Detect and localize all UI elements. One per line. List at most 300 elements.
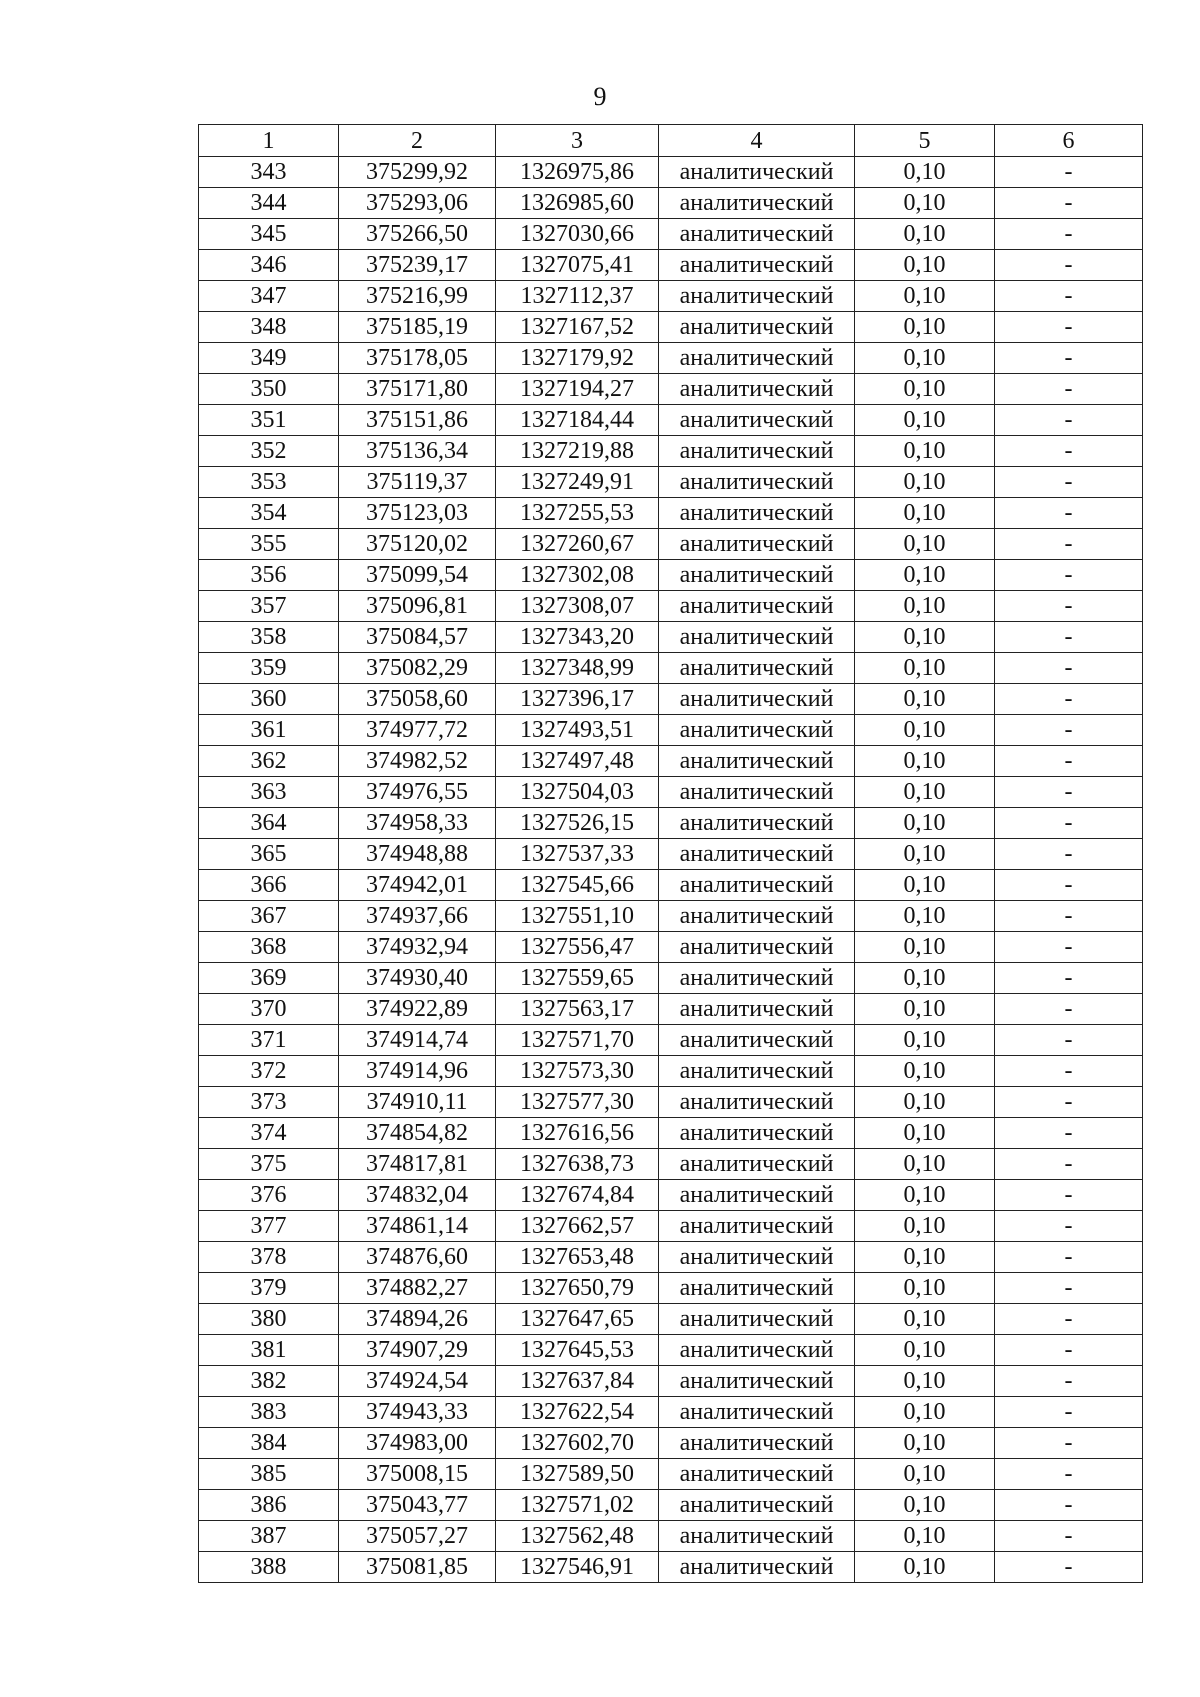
x-coordinate-cell: 374937,66 (339, 901, 496, 932)
y-coordinate-cell: 1327179,92 (496, 343, 659, 374)
notes-cell: - (995, 1335, 1143, 1366)
y-coordinate-cell: 1327497,48 (496, 746, 659, 777)
method-cell: аналитический (659, 932, 855, 963)
table-row (199, 281, 1143, 312)
point-number-cell: 381 (199, 1335, 339, 1366)
accuracy-cell: 0,10 (855, 1428, 995, 1459)
notes-cell: - (995, 653, 1143, 684)
point-number-cell: 348 (199, 312, 339, 343)
accuracy-cell: 0,10 (855, 1335, 995, 1366)
accuracy-cell: 0,10 (855, 343, 995, 374)
method-cell: аналитический (659, 529, 855, 560)
point-number-cell: 358 (199, 622, 339, 653)
point-number-cell: 343 (199, 157, 339, 188)
notes-cell: - (995, 1490, 1143, 1521)
y-coordinate-cell: 1327255,53 (496, 498, 659, 529)
accuracy-cell: 0,10 (855, 157, 995, 188)
table-row (199, 746, 1143, 777)
method-cell: аналитический (659, 1025, 855, 1056)
method-cell: аналитический (659, 1366, 855, 1397)
table-row (199, 498, 1143, 529)
x-coordinate-cell: 375185,19 (339, 312, 496, 343)
y-coordinate-cell: 1327622,54 (496, 1397, 659, 1428)
table-row (199, 963, 1143, 994)
x-coordinate-cell: 375057,27 (339, 1521, 496, 1552)
y-coordinate-cell: 1327650,79 (496, 1273, 659, 1304)
point-number-cell: 387 (199, 1521, 339, 1552)
method-cell: аналитический (659, 405, 855, 436)
table-row (199, 1180, 1143, 1211)
table-row (199, 777, 1143, 808)
notes-cell: - (995, 1242, 1143, 1273)
x-coordinate-cell: 374958,33 (339, 808, 496, 839)
accuracy-cell: 0,10 (855, 870, 995, 901)
point-number-cell: 361 (199, 715, 339, 746)
x-coordinate-cell: 375120,02 (339, 529, 496, 560)
table-row (199, 1273, 1143, 1304)
point-number-cell: 346 (199, 250, 339, 281)
table-row (199, 1366, 1143, 1397)
table-row (199, 591, 1143, 622)
notes-cell: - (995, 684, 1143, 715)
point-number-cell: 364 (199, 808, 339, 839)
method-cell: аналитический (659, 1118, 855, 1149)
notes-cell: - (995, 870, 1143, 901)
accuracy-cell: 0,10 (855, 1180, 995, 1211)
point-number-cell: 354 (199, 498, 339, 529)
accuracy-cell: 0,10 (855, 1025, 995, 1056)
x-coordinate-cell: 374976,55 (339, 777, 496, 808)
method-cell: аналитический (659, 467, 855, 498)
table-row (199, 560, 1143, 591)
accuracy-cell: 0,10 (855, 467, 995, 498)
x-coordinate-cell: 374817,81 (339, 1149, 496, 1180)
y-coordinate-cell: 1327662,57 (496, 1211, 659, 1242)
y-coordinate-cell: 1327573,30 (496, 1056, 659, 1087)
y-coordinate-cell: 1326975,86 (496, 157, 659, 188)
table-row (199, 343, 1143, 374)
point-number-cell: 372 (199, 1056, 339, 1087)
y-coordinate-cell: 1327526,15 (496, 808, 659, 839)
method-cell: аналитический (659, 839, 855, 870)
notes-cell: - (995, 157, 1143, 188)
notes-cell: - (995, 188, 1143, 219)
method-cell: аналитический (659, 312, 855, 343)
table-row (199, 1490, 1143, 1521)
accuracy-cell: 0,10 (855, 746, 995, 777)
y-coordinate-cell: 1327184,44 (496, 405, 659, 436)
y-coordinate-cell: 1327638,73 (496, 1149, 659, 1180)
point-number-cell: 357 (199, 591, 339, 622)
x-coordinate-cell: 375082,29 (339, 653, 496, 684)
method-cell: аналитический (659, 281, 855, 312)
table-row (199, 994, 1143, 1025)
notes-cell: - (995, 1459, 1143, 1490)
y-coordinate-cell: 1326985,60 (496, 188, 659, 219)
x-coordinate-cell: 375299,92 (339, 157, 496, 188)
y-coordinate-cell: 1327571,02 (496, 1490, 659, 1521)
y-coordinate-cell: 1327647,65 (496, 1304, 659, 1335)
notes-cell: - (995, 1025, 1143, 1056)
table-row (199, 436, 1143, 467)
header-cell-6: 6 (995, 125, 1143, 157)
table-row (199, 622, 1143, 653)
table-row (199, 1397, 1143, 1428)
y-coordinate-cell: 1327260,67 (496, 529, 659, 560)
x-coordinate-cell: 375123,03 (339, 498, 496, 529)
notes-cell: - (995, 1428, 1143, 1459)
accuracy-cell: 0,10 (855, 653, 995, 684)
x-coordinate-cell: 374977,72 (339, 715, 496, 746)
accuracy-cell: 0,10 (855, 963, 995, 994)
x-coordinate-cell: 374854,82 (339, 1118, 496, 1149)
method-cell: аналитический (659, 746, 855, 777)
method-cell: аналитический (659, 157, 855, 188)
method-cell: аналитический (659, 436, 855, 467)
table-row (199, 870, 1143, 901)
y-coordinate-cell: 1327030,66 (496, 219, 659, 250)
method-cell: аналитический (659, 1242, 855, 1273)
table-row (199, 839, 1143, 870)
table-row (199, 374, 1143, 405)
table-row (199, 157, 1143, 188)
table-row (199, 932, 1143, 963)
method-cell: аналитический (659, 343, 855, 374)
accuracy-cell: 0,10 (855, 436, 995, 467)
y-coordinate-cell: 1327645,53 (496, 1335, 659, 1366)
point-number-cell: 347 (199, 281, 339, 312)
y-coordinate-cell: 1327302,08 (496, 560, 659, 591)
notes-cell: - (995, 1149, 1143, 1180)
y-coordinate-cell: 1327308,07 (496, 591, 659, 622)
table-body (199, 157, 1143, 1583)
notes-cell: - (995, 250, 1143, 281)
x-coordinate-cell: 375099,54 (339, 560, 496, 591)
x-coordinate-cell: 375178,05 (339, 343, 496, 374)
point-number-cell: 378 (199, 1242, 339, 1273)
notes-cell: - (995, 808, 1143, 839)
x-coordinate-cell: 375008,15 (339, 1459, 496, 1490)
y-coordinate-cell: 1327546,91 (496, 1552, 659, 1583)
table-row (199, 1025, 1143, 1056)
method-cell: аналитический (659, 374, 855, 405)
notes-cell: - (995, 436, 1143, 467)
method-cell: аналитический (659, 219, 855, 250)
notes-cell: - (995, 715, 1143, 746)
notes-cell: - (995, 994, 1143, 1025)
y-coordinate-cell: 1327396,17 (496, 684, 659, 715)
method-cell: аналитический (659, 653, 855, 684)
table-row (199, 1087, 1143, 1118)
accuracy-cell: 0,10 (855, 684, 995, 715)
table-row (199, 188, 1143, 219)
notes-cell: - (995, 1397, 1143, 1428)
x-coordinate-cell: 375136,34 (339, 436, 496, 467)
method-cell: аналитический (659, 1087, 855, 1118)
x-coordinate-cell: 375293,06 (339, 188, 496, 219)
notes-cell: - (995, 591, 1143, 622)
point-number-cell: 369 (199, 963, 339, 994)
point-number-cell: 353 (199, 467, 339, 498)
notes-cell: - (995, 281, 1143, 312)
accuracy-cell: 0,10 (855, 1118, 995, 1149)
method-cell: аналитический (659, 1459, 855, 1490)
notes-cell: - (995, 1304, 1143, 1335)
header-row (199, 125, 1143, 157)
y-coordinate-cell: 1327075,41 (496, 250, 659, 281)
x-coordinate-cell: 375266,50 (339, 219, 496, 250)
point-number-cell: 384 (199, 1428, 339, 1459)
table-row (199, 1242, 1143, 1273)
point-number-cell: 382 (199, 1366, 339, 1397)
table-row (199, 1304, 1143, 1335)
table-row (199, 1459, 1143, 1490)
method-cell: аналитический (659, 560, 855, 591)
method-cell: аналитический (659, 1273, 855, 1304)
accuracy-cell: 0,10 (855, 498, 995, 529)
x-coordinate-cell: 375084,57 (339, 622, 496, 653)
method-cell: аналитический (659, 1397, 855, 1428)
table-header (199, 125, 1143, 157)
method-cell: аналитический (659, 808, 855, 839)
notes-cell: - (995, 1056, 1143, 1087)
method-cell: аналитический (659, 1056, 855, 1087)
accuracy-cell: 0,10 (855, 808, 995, 839)
notes-cell: - (995, 1118, 1143, 1149)
method-cell: аналитический (659, 188, 855, 219)
x-coordinate-cell: 375171,80 (339, 374, 496, 405)
notes-cell: - (995, 932, 1143, 963)
accuracy-cell: 0,10 (855, 994, 995, 1025)
y-coordinate-cell: 1327571,70 (496, 1025, 659, 1056)
table-row (199, 467, 1143, 498)
table-row (199, 405, 1143, 436)
point-number-cell: 385 (199, 1459, 339, 1490)
method-cell: аналитический (659, 715, 855, 746)
accuracy-cell: 0,10 (855, 1521, 995, 1552)
accuracy-cell: 0,10 (855, 1056, 995, 1087)
x-coordinate-cell: 374983,00 (339, 1428, 496, 1459)
accuracy-cell: 0,10 (855, 1087, 995, 1118)
table-row (199, 1552, 1143, 1583)
notes-cell: - (995, 622, 1143, 653)
method-cell: аналитический (659, 870, 855, 901)
point-number-cell: 350 (199, 374, 339, 405)
notes-cell: - (995, 374, 1143, 405)
accuracy-cell: 0,10 (855, 1242, 995, 1273)
y-coordinate-cell: 1327343,20 (496, 622, 659, 653)
method-cell: аналитический (659, 901, 855, 932)
notes-cell: - (995, 219, 1143, 250)
x-coordinate-cell: 375043,77 (339, 1490, 496, 1521)
table-row (199, 1118, 1143, 1149)
method-cell: аналитический (659, 1490, 855, 1521)
point-number-cell: 376 (199, 1180, 339, 1211)
point-number-cell: 380 (199, 1304, 339, 1335)
y-coordinate-cell: 1327674,84 (496, 1180, 659, 1211)
method-cell: аналитический (659, 498, 855, 529)
accuracy-cell: 0,10 (855, 281, 995, 312)
table-row (199, 1521, 1143, 1552)
notes-cell: - (995, 529, 1143, 560)
y-coordinate-cell: 1327493,51 (496, 715, 659, 746)
point-number-cell: 356 (199, 560, 339, 591)
notes-cell: - (995, 1521, 1143, 1552)
x-coordinate-cell: 375119,37 (339, 467, 496, 498)
x-coordinate-cell: 375151,86 (339, 405, 496, 436)
y-coordinate-cell: 1327563,17 (496, 994, 659, 1025)
accuracy-cell: 0,10 (855, 1273, 995, 1304)
accuracy-cell: 0,10 (855, 1490, 995, 1521)
point-number-cell: 388 (199, 1552, 339, 1583)
accuracy-cell: 0,10 (855, 932, 995, 963)
x-coordinate-cell: 375096,81 (339, 591, 496, 622)
table-row (199, 808, 1143, 839)
point-number-cell: 373 (199, 1087, 339, 1118)
y-coordinate-cell: 1327537,33 (496, 839, 659, 870)
accuracy-cell: 0,10 (855, 777, 995, 808)
notes-cell: - (995, 901, 1143, 932)
accuracy-cell: 0,10 (855, 839, 995, 870)
point-number-cell: 386 (199, 1490, 339, 1521)
point-number-cell: 365 (199, 839, 339, 870)
notes-cell: - (995, 1552, 1143, 1583)
y-coordinate-cell: 1327167,52 (496, 312, 659, 343)
method-cell: аналитический (659, 1552, 855, 1583)
point-number-cell: 366 (199, 870, 339, 901)
method-cell: аналитический (659, 1304, 855, 1335)
point-number-cell: 363 (199, 777, 339, 808)
y-coordinate-cell: 1327551,10 (496, 901, 659, 932)
y-coordinate-cell: 1327653,48 (496, 1242, 659, 1273)
y-coordinate-cell: 1327577,30 (496, 1087, 659, 1118)
method-cell: аналитический (659, 963, 855, 994)
x-coordinate-cell: 374942,01 (339, 870, 496, 901)
coordinates-table (198, 124, 1143, 1583)
point-number-cell: 371 (199, 1025, 339, 1056)
point-number-cell: 355 (199, 529, 339, 560)
accuracy-cell: 0,10 (855, 622, 995, 653)
method-cell: аналитический (659, 994, 855, 1025)
table-row (199, 250, 1143, 281)
header-cell-4: 4 (659, 125, 855, 157)
x-coordinate-cell: 374932,94 (339, 932, 496, 963)
method-cell: аналитический (659, 1149, 855, 1180)
page-number: 9 (593, 82, 607, 111)
y-coordinate-cell: 1327559,65 (496, 963, 659, 994)
notes-cell: - (995, 560, 1143, 591)
table-row (199, 529, 1143, 560)
x-coordinate-cell: 374930,40 (339, 963, 496, 994)
accuracy-cell: 0,10 (855, 219, 995, 250)
accuracy-cell: 0,10 (855, 188, 995, 219)
notes-cell: - (995, 777, 1143, 808)
point-number-cell: 370 (199, 994, 339, 1025)
table-row (199, 1428, 1143, 1459)
x-coordinate-cell: 374910,11 (339, 1087, 496, 1118)
table-row (199, 219, 1143, 250)
point-number-cell: 344 (199, 188, 339, 219)
accuracy-cell: 0,10 (855, 560, 995, 591)
table-row (199, 684, 1143, 715)
y-coordinate-cell: 1327194,27 (496, 374, 659, 405)
x-coordinate-cell: 375216,99 (339, 281, 496, 312)
point-number-cell: 368 (199, 932, 339, 963)
accuracy-cell: 0,10 (855, 901, 995, 932)
notes-cell: - (995, 746, 1143, 777)
table-row (199, 1335, 1143, 1366)
header-cell-3: 3 (496, 125, 659, 157)
x-coordinate-cell: 374832,04 (339, 1180, 496, 1211)
notes-cell: - (995, 498, 1143, 529)
method-cell: аналитический (659, 250, 855, 281)
notes-cell: - (995, 1273, 1143, 1304)
point-number-cell: 349 (199, 343, 339, 374)
accuracy-cell: 0,10 (855, 1552, 995, 1583)
point-number-cell: 374 (199, 1118, 339, 1149)
accuracy-cell: 0,10 (855, 1211, 995, 1242)
table-row (199, 1056, 1143, 1087)
notes-cell: - (995, 1180, 1143, 1211)
accuracy-cell: 0,10 (855, 591, 995, 622)
method-cell: аналитический (659, 1521, 855, 1552)
accuracy-cell: 0,10 (855, 405, 995, 436)
x-coordinate-cell: 375058,60 (339, 684, 496, 715)
header-cell-5: 5 (855, 125, 995, 157)
table-row (199, 312, 1143, 343)
method-cell: аналитический (659, 591, 855, 622)
method-cell: аналитический (659, 777, 855, 808)
header-cell-2: 2 (339, 125, 496, 157)
point-number-cell: 345 (199, 219, 339, 250)
point-number-cell: 367 (199, 901, 339, 932)
point-number-cell: 377 (199, 1211, 339, 1242)
point-number-cell: 375 (199, 1149, 339, 1180)
y-coordinate-cell: 1327589,50 (496, 1459, 659, 1490)
point-number-cell: 352 (199, 436, 339, 467)
x-coordinate-cell: 374922,89 (339, 994, 496, 1025)
y-coordinate-cell: 1327504,03 (496, 777, 659, 808)
x-coordinate-cell: 374907,29 (339, 1335, 496, 1366)
table-row (199, 715, 1143, 746)
x-coordinate-cell: 374861,14 (339, 1211, 496, 1242)
x-coordinate-cell: 374914,96 (339, 1056, 496, 1087)
point-number-cell: 362 (199, 746, 339, 777)
x-coordinate-cell: 374924,54 (339, 1366, 496, 1397)
x-coordinate-cell: 374882,27 (339, 1273, 496, 1304)
point-number-cell: 379 (199, 1273, 339, 1304)
table-row (199, 1211, 1143, 1242)
notes-cell: - (995, 839, 1143, 870)
notes-cell: - (995, 963, 1143, 994)
y-coordinate-cell: 1327545,66 (496, 870, 659, 901)
accuracy-cell: 0,10 (855, 1366, 995, 1397)
accuracy-cell: 0,10 (855, 374, 995, 405)
x-coordinate-cell: 375239,17 (339, 250, 496, 281)
y-coordinate-cell: 1327348,99 (496, 653, 659, 684)
y-coordinate-cell: 1327556,47 (496, 932, 659, 963)
notes-cell: - (995, 343, 1143, 374)
notes-cell: - (995, 405, 1143, 436)
x-coordinate-cell: 374894,26 (339, 1304, 496, 1335)
notes-cell: - (995, 1211, 1143, 1242)
y-coordinate-cell: 1327602,70 (496, 1428, 659, 1459)
point-number-cell: 360 (199, 684, 339, 715)
table-row (199, 901, 1143, 932)
x-coordinate-cell: 374982,52 (339, 746, 496, 777)
point-number-cell: 359 (199, 653, 339, 684)
accuracy-cell: 0,10 (855, 715, 995, 746)
